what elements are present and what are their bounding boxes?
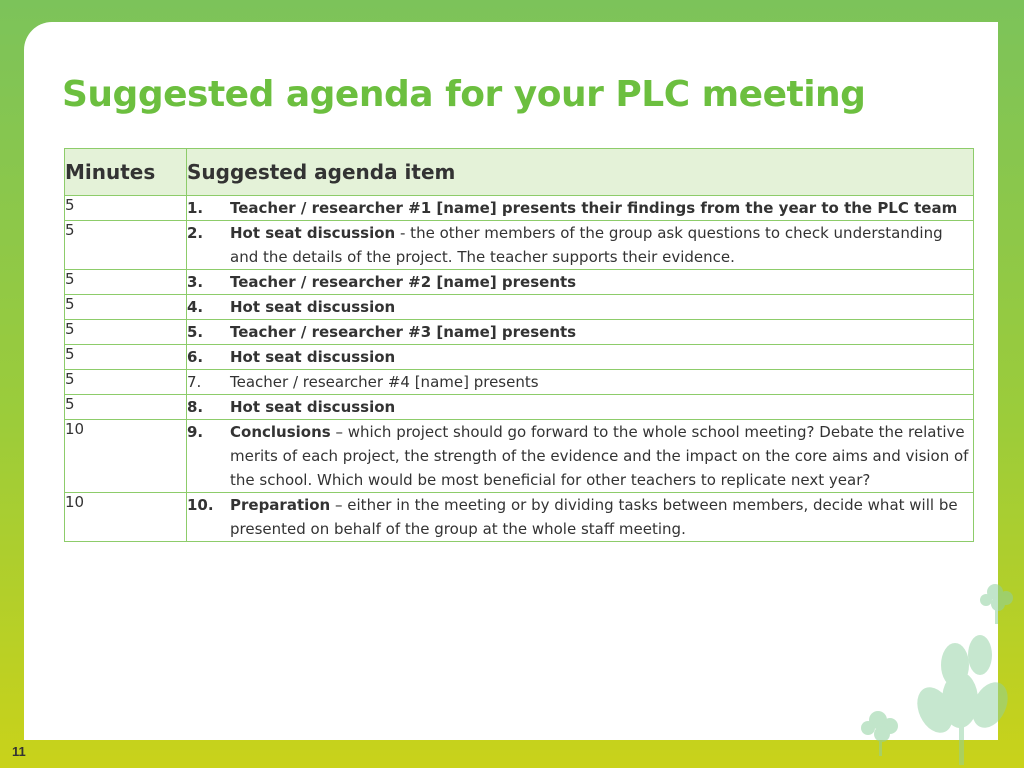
item-number: 7. [187,373,202,391]
page-number: 11 [12,744,26,759]
table-row [65,395,974,420]
tree-icons [860,570,1020,765]
table-row [65,370,974,395]
item-text [230,395,973,419]
agenda-item-cell [187,493,974,542]
tree-icon [861,711,898,756]
agenda-item [187,196,973,220]
agenda-item [187,420,973,492]
minutes-cell: 5 [65,395,187,420]
minutes-cell: 5 [65,221,187,270]
column-header-agenda-item: Suggested agenda item [187,149,974,196]
item-text [230,370,973,394]
minutes-cell: 5 [65,370,187,395]
table-row [65,320,974,345]
item-number: 2. [187,224,204,242]
agenda-item [187,370,973,394]
tree-icon [910,635,1014,765]
minutes-cell: 10 [65,493,187,542]
item-number: 1. [187,199,204,217]
item-number: 3. [187,273,204,291]
agenda-item-cell [187,320,974,345]
item-text [230,345,973,369]
table-row [65,420,974,493]
table-row [65,270,974,295]
agenda-item [187,270,973,294]
item-description: Teacher / researcher #4 [name] presents [230,373,539,391]
table-header-row [65,149,974,196]
item-number: 6. [187,348,204,366]
agenda-item-cell [187,370,974,395]
minutes-cell: 5 [65,345,187,370]
item-lead: Conclusions [230,423,331,441]
item-number: 4. [187,298,204,316]
item-number: 8. [187,398,204,416]
column-header-minutes: Minutes [65,149,187,196]
item-lead: Hot seat discussion [230,398,396,416]
item-description: - the other members of the group ask questions to check understanding and the details of the project. The teacher supports their evidence. [230,224,943,266]
item-number: 10. [187,496,214,514]
table-row [65,196,974,221]
item-text [230,320,973,344]
table-row [65,345,974,370]
agenda-table-body [65,196,974,542]
agenda-item-cell [187,295,974,320]
page-title: Suggested agenda for your PLC meeting [62,74,866,115]
item-lead: Preparation [230,496,331,514]
minutes-cell: 5 [65,320,187,345]
item-lead: Hot seat discussion [230,298,396,316]
item-text [230,196,973,220]
agenda-item-cell [187,345,974,370]
minutes-cell: 5 [65,196,187,221]
agenda-item-cell [187,420,974,493]
agenda-item [187,320,973,344]
item-lead: Teacher / researcher #1 [name] presents their findings from the year to the PLC team [230,199,958,217]
table-row [65,493,974,542]
agenda-item-cell [187,395,974,420]
agenda-item-cell [187,270,974,295]
minutes-cell: 5 [65,295,187,320]
table-row [65,295,974,320]
item-lead: Teacher / researcher #3 [name] presents [230,323,577,341]
agenda-item [187,345,973,369]
agenda-item [187,221,973,269]
tree-icon [980,584,1013,624]
agenda-table [64,148,974,542]
item-description: – which project should go forward to the whole school meeting? Debate the relative merits of each project, the strength of the evidence and the impact on the core aims and vision of the school. Which would be most beneficial for other teachers to replicate next year? [230,423,969,489]
item-lead: Teacher / researcher #2 [name] presents [230,273,577,291]
item-text [230,295,973,319]
agenda-item [187,493,973,541]
item-text [230,221,973,269]
item-number: 9. [187,423,204,441]
item-number: 5. [187,323,204,341]
agenda-item [187,295,973,319]
item-lead: Hot seat discussion [230,348,396,366]
item-text [230,270,973,294]
agenda-item [187,395,973,419]
table-row [65,221,974,270]
item-description: – either in the meeting or by dividing tasks between members, decide what will be presented on behalf of the group at the whole staff meeting. [230,496,958,538]
agenda-item-cell [187,196,974,221]
item-lead: Hot seat discussion [230,224,396,242]
item-text [230,493,973,541]
minutes-cell: 10 [65,420,187,493]
agenda-item-cell [187,221,974,270]
minutes-cell: 5 [65,270,187,295]
item-text [230,420,973,492]
